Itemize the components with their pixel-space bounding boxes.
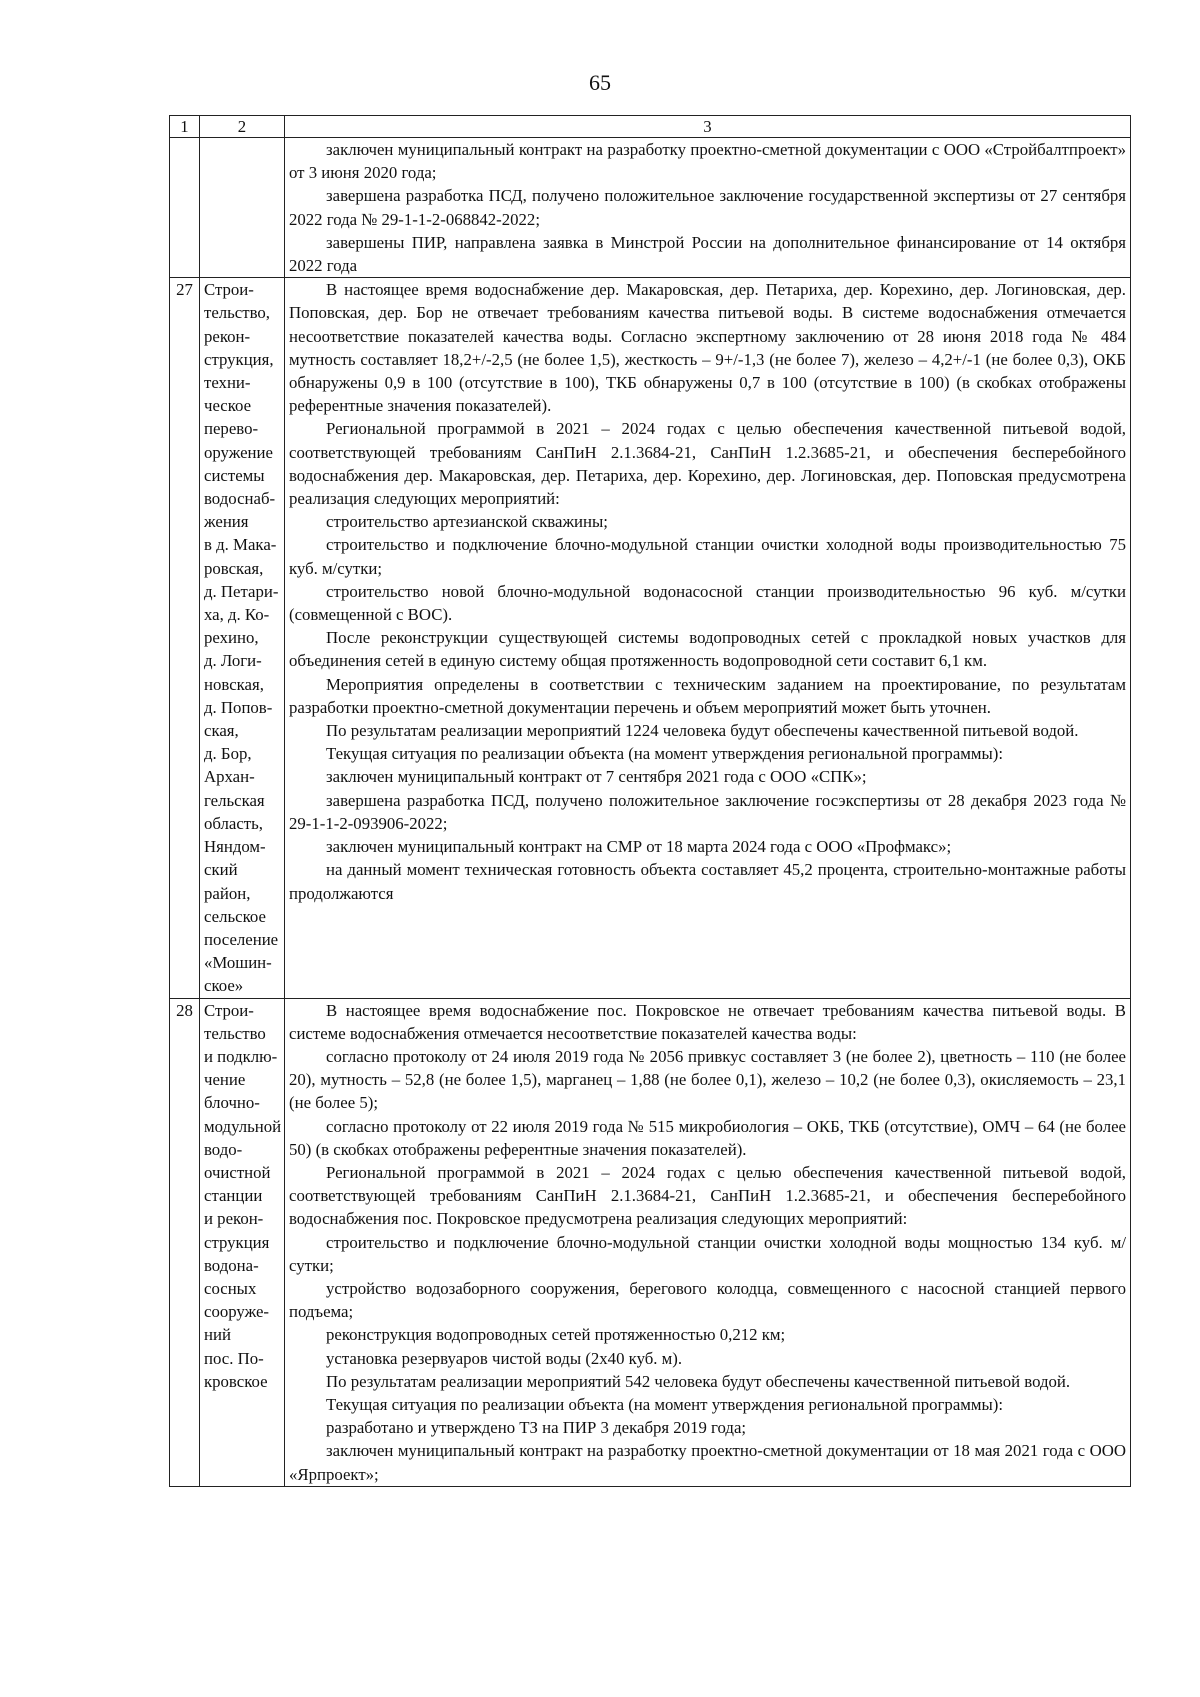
description-paragraph: разработано и утверждено ТЗ на ПИР 3 декабря 2019 года; — [326, 1418, 747, 1438]
header-cell-1: 1 — [170, 116, 200, 138]
object-name-line: модульной — [204, 1116, 282, 1136]
description-paragraph: Текущая ситуация по реализации объекта (на момент утверждения региональной программы): — [326, 1394, 1004, 1414]
object-name-line: перево- — [204, 419, 259, 439]
description-paragraph: согласно протоколу от 24 июля 2019 года № 2056 привкус составляет 3 (не более 2), цветность – 110 (не более 20), мутность – 52,8 (не более 1,5), марганец – 1,88 (не более 0,1), железо – 10,2 (не более 0,3), окисляемость – 23,1 (не более 5); — [289, 1046, 1126, 1113]
object-name-line: д. Бор, — [204, 744, 252, 764]
object-name-line: водо- — [204, 1139, 243, 1159]
object-name-cell — [200, 998, 285, 1486]
description-paragraph: устройство водозаборного сооружения, берегового колодца, совмещенного с насосной станцией первого подъема; — [289, 1278, 1126, 1322]
projects-table — [169, 115, 1131, 1487]
description-paragraph: завершена разработка ПСД, получено положительное заключение государственной экспертизы от 27 сентября 2022 года № 29-1-1-2-068842-2022; — [289, 186, 1126, 229]
description-cell — [285, 138, 1131, 278]
page-number: 65 — [589, 70, 611, 95]
object-name-line: д. Логи- — [204, 651, 262, 671]
description-paragraph: строительство и подключение блочно-модульной станции очистки холодной воды мощностью 134 куб. м/сутки; — [289, 1232, 1126, 1275]
description-paragraph: реконструкция водопроводных сетей протяженностью 0,212 км; — [326, 1325, 786, 1345]
object-name-line: блочно- — [204, 1093, 260, 1113]
header-cell-3: 3 — [285, 116, 1131, 138]
object-name-line: системы — [204, 465, 265, 485]
object-name-line: ровская, — [204, 558, 264, 578]
object-name-line: сельское — [204, 906, 266, 926]
object-name-line: и подклю- — [204, 1046, 278, 1066]
object-name-line: Няндом- — [204, 837, 266, 857]
row-number — [170, 138, 200, 278]
object-name-line: в д. Мака- — [204, 535, 277, 555]
object-name-line: ская, — [204, 721, 239, 741]
description-paragraph: завершена разработка ПСД, получено положительное заключение госэкспертизы от 28 декабря 2023 года № 29-1-1-2-093906-2022; — [289, 790, 1126, 833]
object-name-line: тельство — [204, 1023, 266, 1043]
object-name-line: ческое — [204, 396, 252, 416]
object-name-line: жения — [204, 512, 249, 532]
description-cell — [285, 998, 1131, 1486]
description-paragraph: на данный момент техническая готовность объекта составляет 45,2 процента, строительно-монтажные работы продолжаются — [289, 860, 1126, 903]
object-name-line: струкция, — [204, 349, 274, 369]
object-name-line: пос. По- — [204, 1348, 264, 1368]
description-paragraph: Мероприятия определены в соответствии с техническим заданием на проектирование, по результатам разработки проектно-сметной документации перечень и объем мероприятий может быть уточнен. — [289, 674, 1126, 717]
description-paragraph: заключен муниципальный контракт от 7 сентября 2021 года с ООО «СПК»; — [326, 767, 867, 787]
table-row — [170, 278, 1131, 998]
description-paragraph: установка резервуаров чистой воды (2х40 куб. м). — [326, 1348, 683, 1368]
description-paragraph: В настоящее время водоснабжение пос. Покровское не отвечает требованиям качества питьевой воды. В системе водоснабжения отмечается несоответствие показателей качества воды: — [289, 1000, 1126, 1043]
object-name-line: чение — [204, 1070, 246, 1090]
description-paragraph: строительство новой блочно-модульной водонасосной станции производительностью 96 куб. м/сутки (совмещенной с ВОС). — [289, 581, 1126, 625]
description-paragraph: В настоящее время водоснабжение дер. Макаровская, дер. Петариха, дер. Корехино, дер. Логиновская, дер. Поповская, дер. Бор не отвечает требованиям качества питьевой воды. В системе водоснабжения отмечается несоответствие показателей качества воды. Согласно экспертному заключению от 28 июня 2018 года № 484 мутность составляет 18,2+/-2,5 (не более 1,5), жесткость – 9+/-1,3 (не более 7), железо – 4,2+/-1 (не более 0,3), ОКБ обнаружены 0,9 в 100 (отсутствие в 100), ТКБ обнаружены 0,7 в 100 (отсутствие в 100) (в скобках отображены референтные значения показателей). — [289, 280, 1126, 416]
table-row — [170, 138, 1131, 278]
object-name-line: тельство, — [204, 303, 270, 323]
description-paragraph: По результатам реализации мероприятий 1224 человека будут обеспечены качественной питьевой водой. — [326, 721, 1079, 741]
object-name-line: ха, д. Ко- — [204, 605, 270, 625]
object-name-line: рекон- — [204, 326, 251, 346]
description-paragraph: строительство артезианской скважины; — [326, 512, 608, 532]
description-cell — [285, 278, 1131, 998]
object-name-line: водоснаб- — [204, 489, 276, 509]
table-header-row — [170, 116, 1131, 138]
description-paragraph: согласно протоколу от 22 июля 2019 года № 515 микробиология – ОКБ, ТКБ (отсутствие), ОМЧ – 64 (не более 50) (в скобках отображены референтные значения показателей). — [289, 1116, 1126, 1159]
object-name-line: район, — [204, 883, 251, 903]
description-paragraph: заключен муниципальный контракт на СМР от 18 марта 2024 года с ООО «Профмакс»; — [326, 837, 952, 857]
object-name-line: Архан- — [204, 767, 255, 787]
object-name-line: Строи- — [204, 280, 254, 300]
object-name-line: струкция — [204, 1232, 270, 1252]
description-paragraph: Текущая ситуация по реализации объекта (на момент утверждения региональной программы): — [326, 744, 1004, 764]
object-name-line: д. Петари- — [204, 581, 279, 601]
object-name-line: сооруже- — [204, 1302, 269, 1322]
object-name-line: область, — [204, 813, 263, 833]
description-paragraph: строительство и подключение блочно-модульной станции очистки холодной воды производительностью 75 куб. м/сутки; — [289, 535, 1126, 578]
object-name-line: ский — [204, 860, 238, 880]
row-number: 28 — [170, 998, 200, 1486]
object-name-line: кровское — [204, 1371, 268, 1391]
object-name-line: ское» — [204, 976, 244, 996]
description-paragraph: После реконструкции существующей системы водопроводных сетей с прокладкой новых участков для объединения сетей в единую систему общая протяженность водопроводной сети составит 6,1 км. — [289, 628, 1126, 671]
description-paragraph: Региональной программой в 2021 – 2024 годах с целью обеспечения качественной питьевой водой, соответствующей требованиям СанПиН 2.1.3684-21, СанПиН 1.2.3685-21, и обеспечения бесперебойного водоснабжения пос. Покровское предусмотрена реализация следующих мероприятий: — [289, 1162, 1126, 1229]
object-name-cell — [200, 138, 285, 278]
object-name-line: новская, — [204, 674, 264, 694]
object-name-line: оружение — [204, 442, 273, 462]
description-paragraph: Региональной программой в 2021 – 2024 годах с целью обеспечения качественной питьевой водой, соответствующей требованиям СанПиН 2.1.3684-21, СанПиН 1.2.3685-21, и обеспечения бесперебойного водоснабжения дер. Макаровская, дер. Петариха, дер. Корехино, дер. Логиновская, дер. Поповская предусмотрена реализация следующих мероприятий: — [289, 419, 1126, 509]
object-name-line: водона- — [204, 1255, 259, 1275]
description-paragraph: заключен муниципальный контракт на разработку проектно-сметной документации с ООО «Стройбалтпроект» от 3 июня 2020 года; — [289, 140, 1126, 183]
description-paragraph: заключен муниципальный контракт на разработку проектно-сметной документации от 18 мая 2021 года с ООО «Ярпроект»; — [289, 1441, 1126, 1484]
object-name-line: и рекон- — [204, 1209, 264, 1229]
object-name-line: техни- — [204, 373, 251, 393]
object-name-line: гельская — [204, 790, 265, 810]
object-name-line: Строи- — [204, 1000, 254, 1020]
object-name-line: д. Попов- — [204, 697, 273, 717]
object-name-line: ний — [204, 1325, 231, 1345]
object-name-line: сосных — [204, 1278, 257, 1298]
object-name-line: очистной — [204, 1162, 271, 1182]
header-cell-2: 2 — [200, 116, 285, 138]
object-name-line: станции — [204, 1186, 263, 1206]
description-paragraph: По результатам реализации мероприятий 542 человека будут обеспечены качественной питьевой водой. — [326, 1371, 1071, 1391]
object-name-line: рехино, — [204, 628, 259, 648]
description-paragraph: завершены ПИР, направлена заявка в Минстрой России на дополнительное финансирование от 14 октября 2022 года — [289, 232, 1126, 276]
row-number: 27 — [170, 278, 200, 998]
table-row — [170, 998, 1131, 1486]
object-name-cell — [200, 278, 285, 998]
object-name-line: поселение — [204, 929, 279, 949]
object-name-line: «Мошин- — [204, 953, 272, 973]
